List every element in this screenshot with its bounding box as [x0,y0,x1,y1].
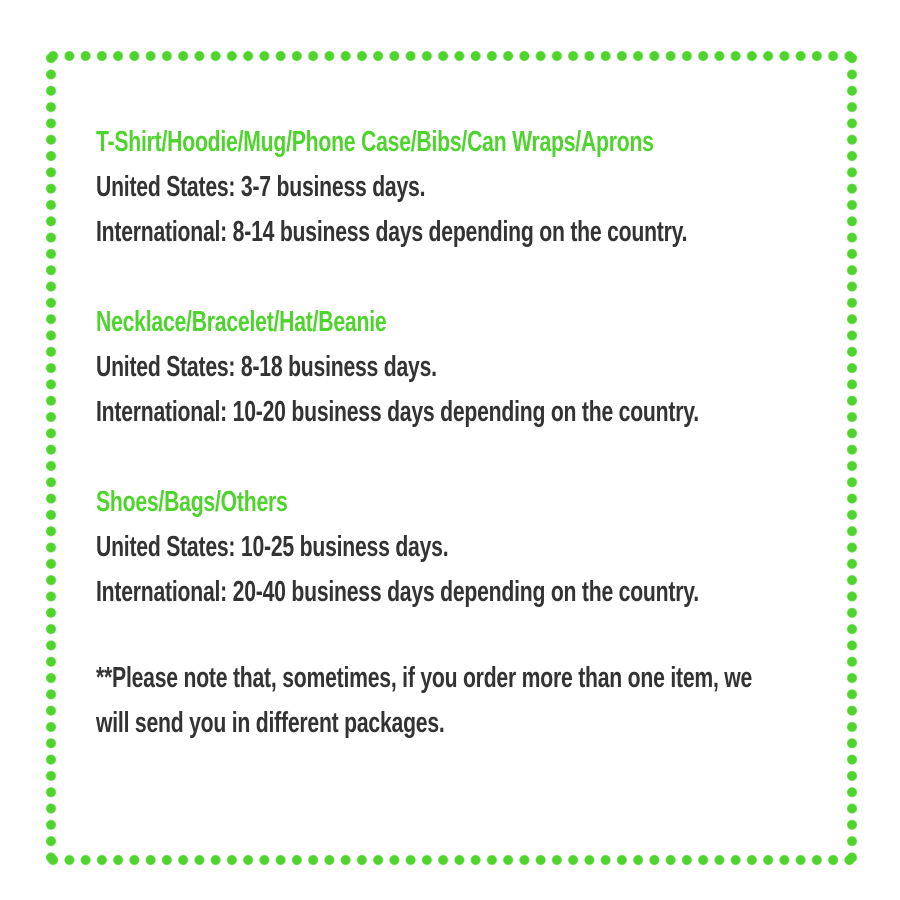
packages-note [96,656,863,746]
shipping-section-shoes-bags [96,480,863,656]
dotted-border-left [45,50,57,866]
section-spacer [96,435,863,480]
product-category-heading: Necklace/Bracelet/Hat/Beanie [96,306,387,338]
packages-note-line: **Please note that, sometimes, if you order more than one item, we [96,662,753,694]
dotted-border-top [45,50,858,62]
product-category-heading: Shoes/Bags/Others [96,486,288,518]
us-shipping-line: United States: 10-25 business days. [96,531,449,563]
note-spacer [96,615,863,656]
intl-shipping-line: International: 20-40 business days depending on the country. [96,576,699,608]
intl-shipping-line: International: 8-14 business days depending on the country. [96,216,688,248]
packages-note-line: will send you in different packages. [96,707,445,739]
shipping-section-accessories [96,300,863,480]
us-shipping-line: United States: 3-7 business days. [96,171,426,203]
shipping-info-content [96,120,863,746]
section-spacer [96,255,863,300]
product-category-heading: T-Shirt/Hoodie/Mug/Phone Case/Bibs/Can Wraps/Aprons [96,126,654,158]
shipping-section-apparel [96,120,863,300]
dotted-border-bottom [45,854,858,866]
us-shipping-line: United States: 8-18 business days. [96,351,437,383]
intl-shipping-line: International: 10-20 business days depending on the country. [96,396,699,428]
